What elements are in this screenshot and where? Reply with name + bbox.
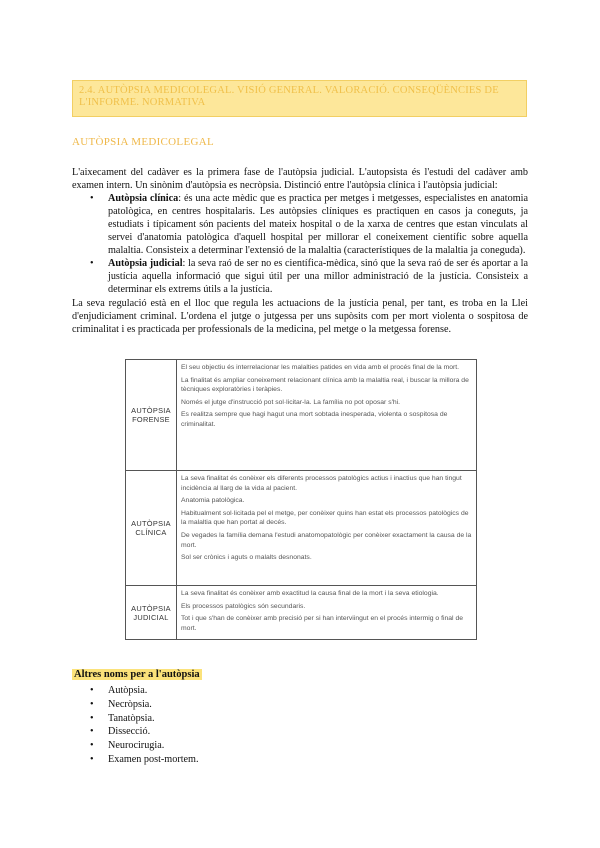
list-item-text: Autòpsia. — [108, 685, 148, 696]
row-line: Anatomia patològica. — [181, 497, 245, 505]
list-item-text: Neurocirugia. — [108, 740, 165, 752]
bullet-icon: • — [90, 685, 94, 696]
row-content — [177, 471, 477, 586]
row-content — [177, 586, 477, 640]
table-row — [126, 471, 477, 586]
table-row — [126, 586, 477, 640]
list-item-text: : la seva raó de ser no es científica-mèdica, sinó que la seva raó de ser és aportar a la justícia aquella informació que sigui útil per una millor administració de la justícia. Consisteix a determinar els extrems útils a la justícia. — [108, 258, 528, 295]
section-heading-text: 2.4. AUTÒPSIA MEDICOLEGAL. VISIÓ GENERAL. VALORACIÓ. CONSEQÜÈNCIES DE L'INFORME. NORMATIVA — [79, 85, 499, 108]
row-label — [126, 471, 177, 586]
row-label-line: JUDICIAL — [133, 612, 169, 622]
list-item — [72, 739, 199, 753]
row-line: Només el jutge d'instrucció pot sol·licitar-la. La família no pot oposar s'hi. — [181, 398, 401, 406]
row-line: Sol ser crònics i aguts o malalts desnonats. — [181, 554, 312, 562]
list-item — [72, 753, 199, 767]
list-item-text: Necròpsia. — [108, 698, 152, 710]
list-item — [72, 698, 199, 712]
row-line: Tot i que s'han de conèixer amb precisió per si han interviingut en el procés intermig o final de mort. — [181, 615, 464, 632]
row-label-line: AUTÒPSIA — [131, 519, 171, 528]
row-label-line: FORENSE — [132, 415, 170, 424]
list-item — [72, 712, 199, 726]
row-line: La seva finalitat és conèixer amb exactitud la causa final de la mort i la seva etiologia. — [181, 590, 439, 597]
autopsy-types-list — [72, 192, 528, 296]
list-item — [72, 725, 199, 739]
list-item-text: Tanatòpsia. — [108, 712, 155, 724]
table-row — [126, 360, 477, 471]
list-item-text: Dissecció. — [108, 726, 151, 738]
bullet-icon: • — [90, 753, 94, 765]
list-item-term: Autòpsia judicial — [108, 258, 183, 269]
row-label — [126, 360, 177, 471]
list-item-text: Examen post-mortem. — [108, 753, 199, 765]
row-line: Els processos patològics són secundaris. — [181, 602, 306, 610]
row-line: De vegades la família demana l'estudi anatomopatològic per conèixer exactament la causa de la mort. — [181, 531, 472, 549]
row-line: El seu objectiu és interrelacionar les malalties patides en vida amb el procés final de la mort. — [181, 364, 460, 371]
bullet-icon: • — [90, 193, 94, 204]
row-label-line: CLÍNICA — [135, 528, 167, 537]
row-line: Habitualment sol·licitada pel el metge, per conèixer quins han estat els processos patològics de la malaltia que han portat al decés. — [181, 509, 469, 527]
bullet-icon: • — [90, 740, 94, 752]
other-names-title: Altres noms per a l'autòpsia — [74, 669, 200, 680]
bullet-icon: • — [90, 726, 94, 738]
list-item-term: Autòpsia clínica — [108, 193, 179, 204]
section-heading — [72, 80, 527, 117]
regulation-paragraph: La seva regulació està en el lloc que regula les actuacions de la justícia penal, per tant, es troba en la Llei d'enjudiciament criminal. L'ordena el jutge o jutgessa per uns supòsits com per mort violenta o sospitosa de criminalitat i es practicada per professionals de la medicina, pel metge o la metgessa forense. — [72, 298, 528, 335]
list-item — [72, 192, 528, 257]
bullet-icon: • — [90, 258, 94, 269]
row-label-line: AUTÒPSIA — [131, 406, 171, 415]
bullet-icon: • — [90, 712, 94, 724]
bullet-icon: • — [90, 698, 94, 710]
row-line: La seva finalitat és conèixer els diferents processos patològics actius i inactius que han tingut incidència al llarg de la vida al pacient. — [181, 475, 462, 492]
row-line: Es realitza sempre que hagi hagut una mort sobtada inesperada, violenta o sospitosa de criminalitat. — [181, 411, 448, 428]
row-content — [177, 360, 477, 471]
list-item — [72, 257, 528, 296]
autopsy-comparison-table — [125, 359, 477, 640]
row-label — [126, 586, 177, 640]
other-names-list — [72, 684, 199, 767]
list-item-text: : és una acte mèdic que es practica per metges i metgesses, especialistes en anatomia patològica, en centres hospitalaris. Les autòpsies clíniques es practiquen en casos ja coneguts, ja estudiats i típicament són pacients del mateix hospital o de la xarxa de centres que estan vinculats al servei d'anatomia patològica d'aquell hospital per millorar el coneixement científic sobre aquella malaltia. Consisteix a determinar l'extensió de la malaltia (característiques de la malaltia ja coneguda). — [108, 193, 528, 256]
subheading: AUTÒPSIA MEDICOLEGAL — [72, 136, 214, 148]
row-label-line: AUTÒPSIA — [131, 603, 171, 613]
list-item — [72, 684, 199, 698]
intro-paragraph: L'aixecament del cadàver es la primera fase de l'autòpsia judicial. L'autopsista és l'estudi del cadàver amb examen intern. Un sinònim d'autòpsia es necròpsia. Distinció entre l'autòpsia clínica i l'autòpsia judicial: — [72, 167, 528, 191]
row-line: La finalitat és ampliar coneixement relacionant clínica amb la malaltia real, i buscar la millora de tècniques exploratòries i teràpies. — [181, 376, 469, 394]
